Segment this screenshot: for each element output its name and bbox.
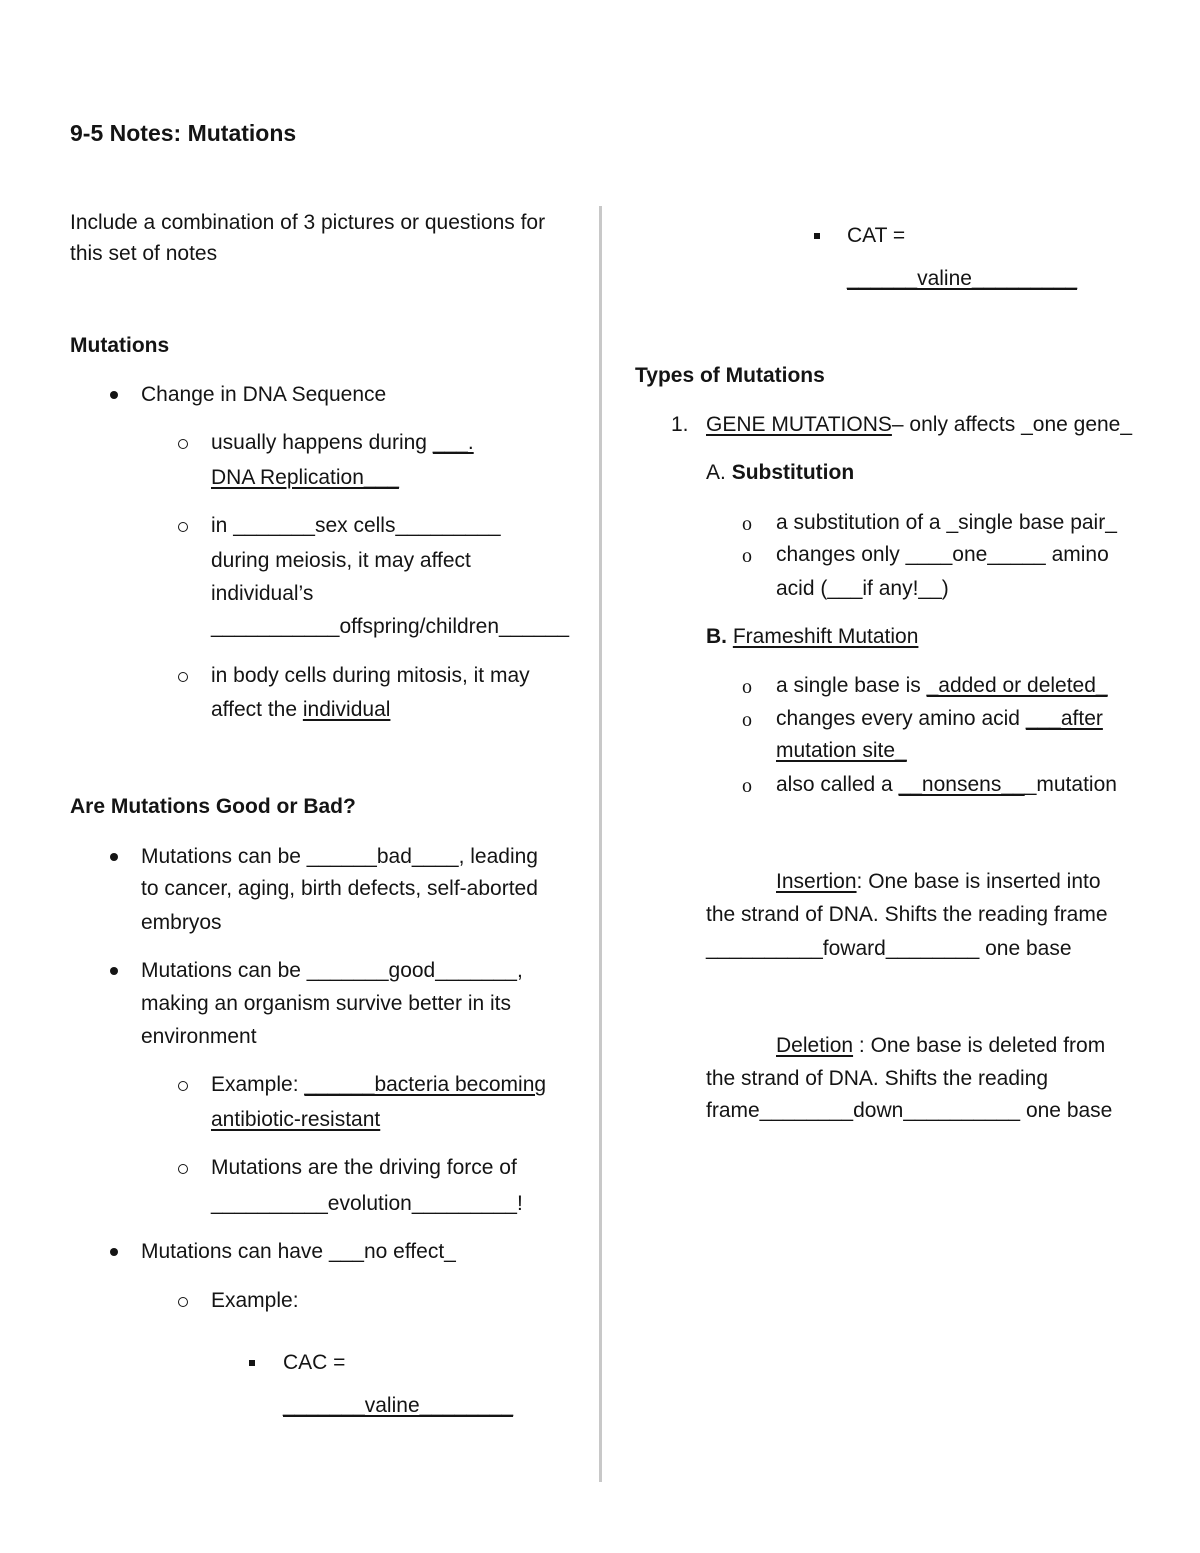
insertion-line-1: Insertion: One base is inserted into bbox=[776, 870, 1101, 893]
substitution-line-3: acid (___if any!__) bbox=[776, 577, 949, 600]
meiosis-line-2: individual’s bbox=[211, 582, 314, 605]
types-heading: Types of Mutations bbox=[635, 364, 825, 387]
antibiotic-answer: antibiotic-resistant bbox=[211, 1108, 381, 1131]
evolution-answer: __________evolution_________! bbox=[211, 1192, 523, 1215]
circle-bullet-icon bbox=[178, 672, 188, 682]
square-bullet-icon bbox=[814, 233, 820, 239]
mutation-site-answer: mutation site_ bbox=[776, 739, 907, 762]
individual-answer: individual bbox=[302, 698, 391, 721]
insertion-line-3: __________foward________ one base bbox=[706, 937, 1072, 960]
list-number: 1. bbox=[671, 413, 689, 436]
dna-replication-answer: DNA Replication___ bbox=[211, 466, 399, 489]
bad-line-1: Mutations can be ______bad____, leading bbox=[141, 845, 538, 868]
column-divider bbox=[599, 206, 602, 1482]
deletion-line-1: Deletion : One base is deleted from bbox=[776, 1034, 1106, 1057]
frameshift-heading: B. Frameshift Mutation bbox=[706, 625, 919, 648]
page-title: 9-5 Notes: Mutations bbox=[70, 120, 297, 146]
intro-line-1: Include a combination of 3 pictures or questions for bbox=[70, 211, 546, 234]
good-line-1: Mutations can be _______good_______, bbox=[141, 959, 523, 982]
deletion-line-2: the strand of DNA. Shifts the reading bbox=[706, 1067, 1049, 1090]
good-or-bad-heading: Are Mutations Good or Bad? bbox=[70, 795, 356, 818]
insertion-term: Insertion bbox=[776, 870, 857, 893]
o-bullet-icon: o bbox=[742, 709, 752, 731]
frameshift-line-1: a single base is _added or deleted_ bbox=[776, 674, 1108, 697]
in-sex-cells-line: in _______sex cells_________ bbox=[211, 514, 501, 537]
cat-codon: CAT = bbox=[847, 224, 906, 247]
offspring-answer: ___________offspring/children______ bbox=[211, 615, 570, 638]
circle-bullet-icon bbox=[178, 1297, 188, 1307]
example-label: Example: bbox=[211, 1289, 299, 1312]
circle-bullet-icon bbox=[178, 1081, 188, 1091]
deletion-line-3: frame________down__________ one base bbox=[706, 1099, 1113, 1122]
o-bullet-icon: o bbox=[742, 513, 752, 535]
nonsense-answer: __nonsens__ bbox=[898, 773, 1025, 796]
mutations-heading: Mutations bbox=[70, 334, 170, 357]
body-cells-line-2: affect the individual bbox=[211, 698, 391, 721]
blank: ___. bbox=[432, 431, 474, 454]
body-cells-line-1: in body cells during mitosis, it may bbox=[211, 664, 530, 687]
square-bullet-icon bbox=[249, 1360, 255, 1366]
substitution-heading: A. Substitution bbox=[706, 461, 855, 484]
o-bullet-icon: o bbox=[742, 775, 752, 797]
o-bullet-icon: o bbox=[742, 676, 752, 698]
bad-line-2: to cancer, aging, birth defects, self-aborted bbox=[141, 877, 538, 900]
deletion-term: Deletion bbox=[776, 1034, 854, 1057]
cac-codon: CAC = bbox=[283, 1351, 346, 1374]
cac-valine-answer: _______valine________ bbox=[283, 1394, 514, 1417]
meiosis-line-1: during meiosis, it may affect bbox=[211, 549, 471, 572]
change-in-dna-text: Change in DNA Sequence bbox=[141, 383, 387, 406]
after-answer: ___after bbox=[1025, 707, 1103, 730]
driving-force-line: Mutations are the driving force of bbox=[211, 1156, 517, 1179]
substitution-line-1: a substitution of a _single base pair_ bbox=[776, 511, 1117, 534]
bad-line-3: embryos bbox=[141, 911, 222, 934]
circle-bullet-icon bbox=[178, 522, 188, 532]
added-deleted-answer: _added or deleted_ bbox=[926, 674, 1108, 697]
bacteria-answer: ______bacteria becoming bbox=[304, 1073, 547, 1096]
bullet-icon bbox=[110, 1248, 118, 1256]
frameshift-line-4: also called a __nonsens___mutation bbox=[776, 773, 1117, 796]
cat-valine-answer: ______valine_________ bbox=[847, 267, 1078, 290]
substitution-line-2: changes only ____one_____ amino bbox=[776, 543, 1109, 566]
example-bacteria-line: Example: ______bacteria becoming bbox=[211, 1073, 547, 1096]
bullet-icon bbox=[110, 967, 118, 975]
no-effect-line: Mutations can have ___no effect_ bbox=[141, 1240, 456, 1263]
intro-line-2: this set of notes bbox=[70, 242, 218, 265]
good-line-3: environment bbox=[141, 1025, 257, 1048]
o-bullet-icon: o bbox=[742, 545, 752, 567]
good-line-2: making an organism survive better in its bbox=[141, 992, 511, 1015]
insertion-line-2: the strand of DNA. Shifts the reading frame bbox=[706, 903, 1108, 926]
gene-mutations-term: GENE MUTATIONS bbox=[706, 413, 892, 436]
sex-cells-answer: _______sex cells_________ bbox=[233, 514, 501, 537]
circle-bullet-icon bbox=[178, 1164, 188, 1174]
frameshift-line-2: changes every amino acid ___after bbox=[776, 707, 1103, 730]
bullet-icon bbox=[110, 853, 118, 861]
bullet-icon bbox=[110, 391, 118, 399]
usually-happens-line: usually happens during ___. bbox=[211, 431, 474, 454]
circle-bullet-icon bbox=[178, 439, 188, 449]
gene-mutations-line: GENE MUTATIONS– only affects _one gene_ bbox=[706, 413, 1133, 436]
